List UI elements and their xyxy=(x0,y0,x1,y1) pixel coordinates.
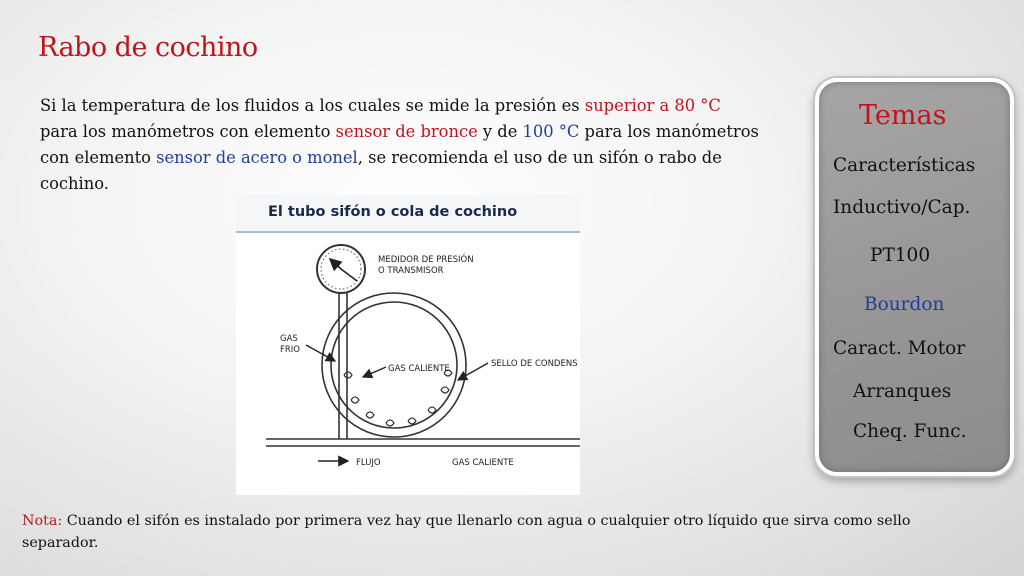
para-segment: , se recomienda el uso de un sifón o rabo de cochino. xyxy=(40,148,722,193)
label-gauge: MEDIDOR DE PRESIÓN xyxy=(378,255,474,265)
label-condensate-seal: SELLO DE CONDENS xyxy=(491,359,578,369)
para-segment-highlight: sensor de bronce xyxy=(335,122,478,141)
label-hot-gas-pipe: GAS CALIENTE xyxy=(452,458,514,468)
note-label: Nota: xyxy=(22,513,63,529)
diagram-heading: El tubo sifón o cola de cochino xyxy=(268,204,518,220)
para-segment: y de xyxy=(477,122,523,141)
topic-item-pt100[interactable]: PT100 xyxy=(870,245,931,266)
topic-item-caract-motor[interactable]: Caract. Motor xyxy=(833,338,966,359)
label-hot-gas-inside: GAS CALIENTE xyxy=(388,364,450,374)
slide-title: Rabo de cochino xyxy=(38,32,258,63)
note-text: Cuando el sifón es instalado por primera vez hay que llenarlo con agua o cualquier otro líquido que sirva como sello separador. xyxy=(22,513,911,551)
footnote xyxy=(22,510,922,554)
label-gauge-2: O TRANSMISOR xyxy=(378,266,444,276)
para-segment-highlight: 100 °C xyxy=(522,122,580,141)
para-segment-highlight: sensor de acero o monel xyxy=(156,148,358,167)
topic-item-arranques[interactable]: Arranques xyxy=(853,381,952,402)
topic-item-inductivo[interactable]: Inductivo/Cap. xyxy=(833,197,971,218)
label-cold-gas-2: FRIO xyxy=(280,345,300,355)
label-cold-gas: GAS xyxy=(280,334,298,344)
para-segment: para los manómetros con elemento xyxy=(40,122,759,167)
topic-item-caracteristicas[interactable]: Características xyxy=(833,155,976,176)
topic-item-cheq-func[interactable]: Cheq. Func. xyxy=(853,421,967,442)
para-segment: para los manómetros con elemento xyxy=(40,122,336,141)
para-segment-highlight: superior a 80 °C xyxy=(584,96,721,115)
siphon-diagram xyxy=(236,195,580,495)
topics-title: Temas xyxy=(859,100,947,131)
topic-item-bourdon[interactable]: Bourdon xyxy=(864,294,945,315)
topics-panel xyxy=(815,78,1014,476)
description-paragraph xyxy=(40,93,760,197)
para-segment: Si la temperatura de los fluidos a los cuales se mide la presión es xyxy=(40,96,585,115)
label-flow: FLUJO xyxy=(356,458,381,468)
